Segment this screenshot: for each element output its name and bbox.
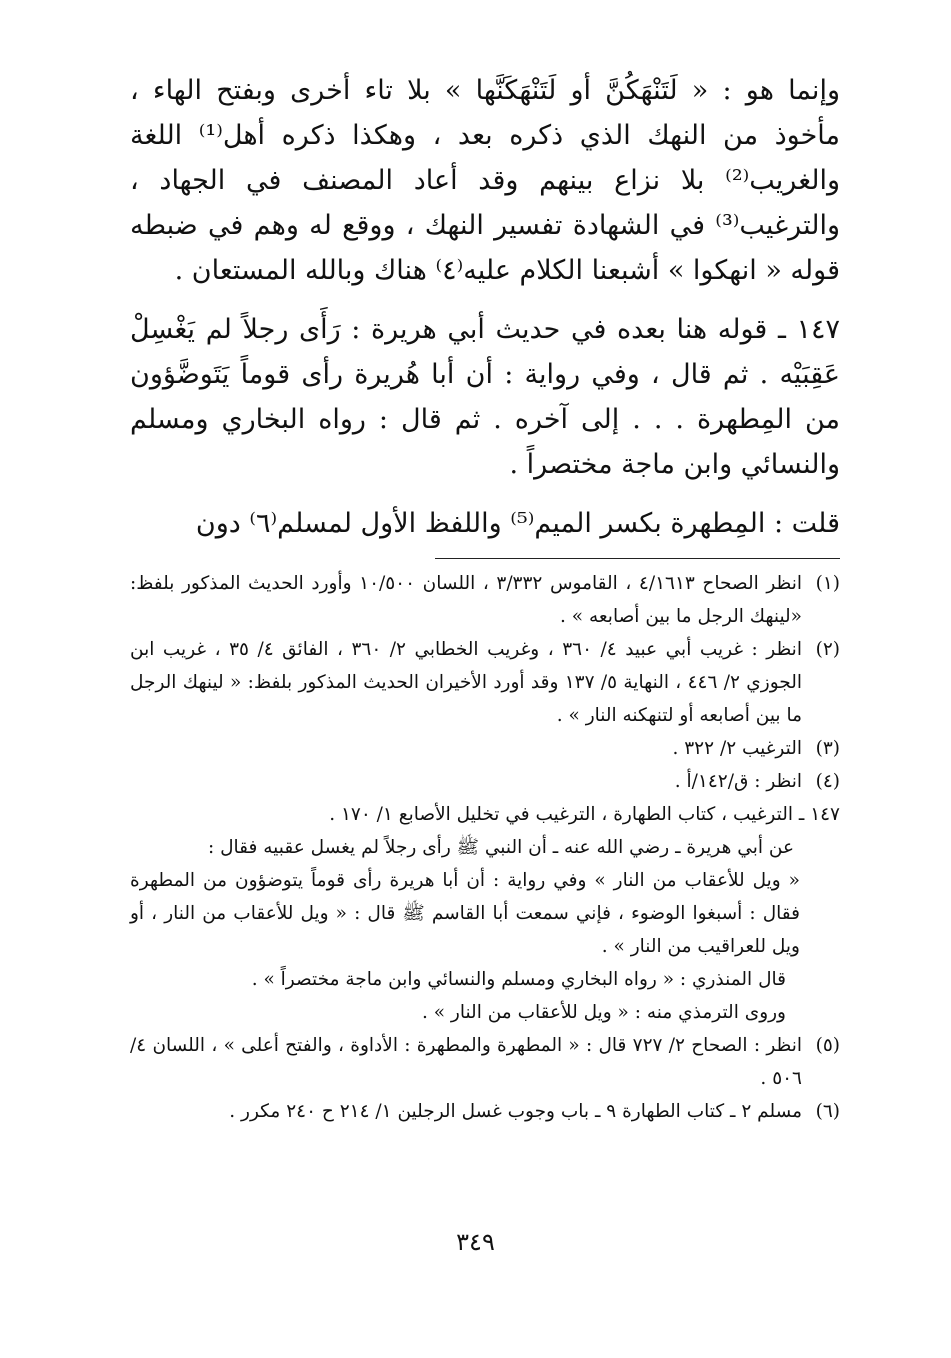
footnote-text: انظر : غريب أبي عبيد ٤/ ٣٦٠ ، وغريب الخطابي ٢/ ٣٦٠ ، الفائق ٤/ ٣٥ ، غريب ابن الجوزي ٢/ ٤٤٦ ، النهاية ٥/ ١٣٧ وقد أورد الأخيران الحديث المذكور بلفظ: « لينهك الرجل ما بين أصابعه أو لتنهكنه النار » . (130, 639, 802, 726)
footnote-5 (130, 1029, 840, 1095)
hadith-text: عن أبي هريرة ـ رضي الله عنه ـ أن النبي ﷺ رأى رجلاً لم يغسل عقبيه فقال : (207, 837, 794, 858)
hadith-tirmidhi: وروى الترمذي منه : « ويل للأعقاب من النار » . (421, 1002, 786, 1023)
footnote-text: انظر : ق/١٤٢/أ . (674, 771, 802, 792)
footnote-4 (130, 765, 840, 798)
hadith-reference: ١٤٧ ـ الترغيب ، كتاب الطهارة ، الترغيب في تخليل الأصابع ١/ ١٧٠ . (329, 804, 840, 825)
footnote-2 (130, 633, 840, 732)
footnote-1 (130, 567, 840, 633)
footnote-number: (١) (815, 573, 840, 594)
footnote-text: الترغيب ٢/ ٣٢٢ . (672, 738, 802, 759)
paragraph-3: قلت : المِطهرة بكسر الميم⁽⁵⁾ واللفظ الأول لمسلم⁽٦⁾ دون (195, 508, 840, 539)
footnote-number: (٣) (815, 738, 840, 759)
footnote-number: (٦) (815, 1101, 840, 1122)
hadith-text: « ويل للأعقاب من النار » وفي رواية : أن أبا هريرة رأى قوماً يتوضؤون من المطهرة فقال : أسبغوا الوضوء ، فإني سمعت أبا القاسم ﷺ قال : « ويل للأعقاب من النار ، أو ويل للعراقيب من النار » . (130, 870, 800, 957)
hadith-mundhiri: قال المنذري : « رواه البخاري ومسلم والنسائي وابن ماجة مختصراً » . (251, 969, 786, 990)
footnote-text: انظر الصحاح ٤/١٦١٣ ، القاموس ٣/٣٣٢ ، اللسان ١٠/٥٠٠ وأورد الحديث المذكور بلفظ: «لينهك الرجل ما بين أصابعه » . (130, 573, 802, 627)
page-number: ٣٤٩ (456, 1228, 495, 1256)
footnote-divider (435, 558, 840, 559)
paragraph-2: ١٤٧ ـ قوله هنا بعده في حديث أبي هريرة : رَأَى رجلاً لم يَغْسِلْ عَقِبَيْه . ثم قال ، وفي رواية : أن أبا هُريرة رأى قوماً يَتَوضَّؤون من المِطهرة . . . إلى آخره . ثم قال : رواه البخاري ومسلم والنسائي وابن ماجة مختصراً . (130, 314, 840, 480)
page-body (130, 68, 840, 1128)
footnote-text: مسلم ٢ ـ كتاب الطهارة ٩ ـ باب وجوب غسل الرجلين ١/ ٢١٤ ح ٢٤٠ مكرر . (229, 1101, 802, 1122)
footnote-number: (٤) (815, 771, 840, 792)
footnote-number: (٥) (815, 1035, 840, 1056)
footnote-number: (٢) (815, 639, 840, 660)
footnote-text: انظر : الصحاح ٢/ ٧٢٧ قال : « المطهرة والمطهرة : الأداوة ، والفتح أعلى » ، اللسان ٤/ ٥٠٦ . (130, 1035, 802, 1089)
paragraph-1: وإنما هو : « لَتَنْهَكُنَّ أو لَتَنْهَكَنَّها » بلا تاء أخرى وبفتح الهاء ، مأخوذ من النهك الذي ذكره بعد ، وهكذا ذكره أهل⁽¹⁾ اللغة والغريب⁽²⁾ بلا نزاع بينهم وقد أعاد المصنف في الجهاد ، والترغيب⁽³⁾ في الشهادة تفسير النهك ، ووقع له وهم في ضبطه قوله « انهكوا » أشبعنا الكلام عليه⁽٤⁾ هناك وبالله المستعان . (130, 75, 841, 286)
footnote-6 (130, 1095, 840, 1128)
footnote-3 (130, 732, 840, 765)
